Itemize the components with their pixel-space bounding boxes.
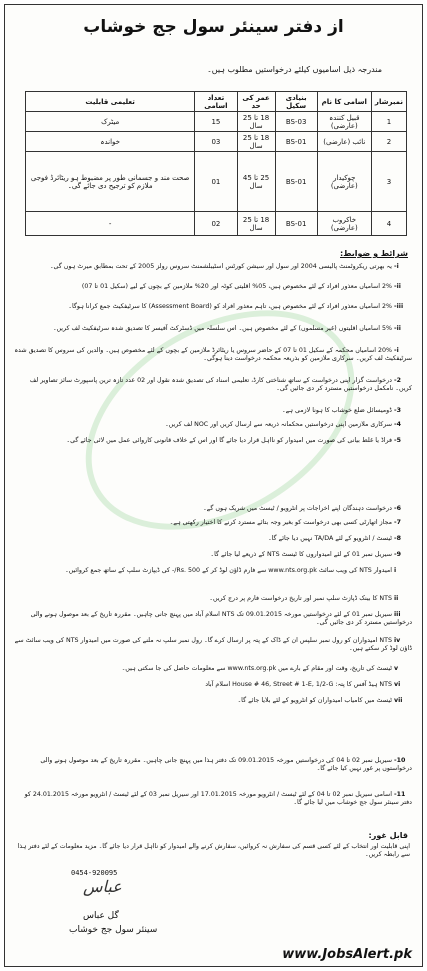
condition-number: 11-	[394, 791, 406, 798]
condition-item	[12, 437, 412, 445]
condition-number: iii-	[394, 303, 404, 310]
condition-text: سیریل نمبر 02 تا 04 کی درخواستیں مورخہ 09.01.2015 تک دفتر ہذا میں پہنچ جانی چاہیں۔ مقررہ تاریخ کے بعد موصول ہونے والی درخواستوں پر غور نہیں کیا جائے گا۔	[40, 757, 412, 772]
condition-item	[12, 347, 412, 363]
condition-item	[12, 283, 412, 291]
condition-number: 7-	[394, 519, 402, 526]
condition-number: ii-	[394, 283, 401, 290]
cell-serial: 3	[371, 152, 406, 212]
header-scale: بنیادی سکیل	[275, 92, 317, 112]
condition-text: 2% اسامیاں معذور افراد کے لئے مخصوص ہیں، 05% اقلیتی کوٹہ اور 20% ملازمین کے بچوں کے لیے (سکیل 01 تا 07)	[81, 283, 392, 290]
condition-number: 3-	[394, 407, 402, 414]
condition-number: 4-	[394, 421, 402, 428]
cell-scale: BS-01	[275, 152, 317, 212]
notice-title: قابل غور:	[368, 831, 408, 840]
condition-text: اسامی سیریل نمبر 02 تا 04 کے لئے ٹیسٹ / انٹرویو مورخہ 17.01.2015 اور سیریل نمبر 03 کے لئے ٹیسٹ / انٹرویو مورخہ 24.01.2015 کو دفتر سینئر سول جج خوشاب میں لیا جائے گا۔	[24, 791, 412, 806]
header-age-limit: عمر کی حد	[237, 92, 275, 112]
signer-title: سینئر سول جج خوشاب	[69, 925, 158, 935]
condition-item	[12, 535, 412, 543]
condition-text: NTS ہیڈ آفس کا پتہ: House # 46, Street # 1-E, 1/2-G اسلام آباد	[205, 681, 392, 688]
posts-table	[25, 91, 407, 236]
condition-number: iii	[394, 611, 401, 618]
condition-number: 8-	[394, 535, 402, 542]
condition-text: 20% اسامیاں محکمہ کے سکیل 01 تا 07 کے حاضر سروس یا ریٹائرڈ ملازمین کے بچوں کے لئے مخصوص ہیں۔ والدین کی سروس کا تصدیق شدہ سرٹیفکیٹ لف کریں۔ سرکاری ملازمین کو بذریعہ محکمہ درخواست دینا ہوگی۔	[14, 347, 412, 362]
condition-text: 2% اسامیاں معذور افراد کے لئے مخصوص ہیں، تاہم معذور افراد کو (Assessment Board) کا سرٹیفکیٹ جمع کرانا ہوگا۔	[68, 303, 392, 310]
watermark-logo-ring	[47, 265, 393, 575]
condition-number: vi	[394, 681, 401, 688]
cell-serial: 1	[371, 112, 406, 132]
condition-number: 9-	[394, 551, 402, 558]
condition-item	[12, 303, 412, 311]
condition-item	[12, 377, 412, 393]
condition-number: i	[394, 567, 397, 574]
cell-qualification: میٹرک	[26, 112, 195, 132]
cell-serial: 2	[371, 132, 406, 152]
cell-post-name: نائب (عارضی)	[317, 132, 371, 152]
condition-text: 5% اسامیاں اقلیتوں (غیر مسلموں) کے لئے مخصوص ہیں۔ اس سلسلہ میں ڈسٹرکٹ آفیسر کا تصدیق شدہ سرٹیفکیٹ لف کریں۔	[52, 325, 392, 332]
page-title: از دفتر سینئر سول جج خوشاب	[83, 17, 344, 37]
cell-posts-count: 02	[195, 212, 237, 236]
condition-number: 2-	[394, 377, 402, 384]
condition-item	[12, 263, 412, 271]
condition-number: i-	[394, 263, 399, 270]
cell-scale: BS-01	[275, 212, 317, 236]
condition-item	[12, 791, 412, 807]
cell-qualification: صحت مند و جسمانی طور پر مضبوط ہو ریٹائرڈ فوجی ملازم کو ترجیح دی جائے گی۔	[26, 152, 195, 212]
advertisement-page	[4, 4, 423, 967]
table-row	[26, 152, 407, 212]
condition-item	[12, 697, 412, 705]
condition-text: ٹیسٹ کی تاریخ، وقت اور مقام کے بارے میں www.nts.org.pk سے معلومات حاصل کی جا سکتی ہیں۔	[121, 665, 392, 672]
table-header-row	[26, 92, 407, 112]
table-row	[26, 212, 407, 236]
condition-item	[12, 407, 412, 415]
condition-number: 5-	[394, 437, 402, 444]
cell-age-limit: 18 تا 25 سال	[237, 112, 275, 132]
condition-text: ٹیسٹ میں کامیاب امیدواران کو انٹرویو کے لئے بلایا جائے گا۔	[237, 697, 392, 704]
cell-age-limit: 18 تا 25 سال	[237, 212, 275, 236]
cell-scale: BS-01	[275, 132, 317, 152]
condition-item	[12, 637, 412, 653]
condition-text: NTS کا بینک ڈپازٹ سلپ نمبر اور تاریخ درخواست فارم پر درج کریں۔	[209, 595, 392, 602]
condition-text: ڈومیسائل ضلع خوشاب کا ہونا لازمی ہے۔	[281, 407, 392, 414]
condition-item	[12, 611, 412, 627]
cell-qualification: -	[26, 212, 195, 236]
phone-number: 0454-920095	[71, 869, 118, 877]
notice-text: اپنی قابلیت اور انتخاب کے لئے کسی قسم کی سفارش نہ کروائیں، سفارش کرنے والے امیدوار کو نااہل قرار دیا جائے گا۔ مزید معلومات کے لئے دفتر ہذا سے رابطہ کریں۔	[17, 843, 410, 858]
condition-item	[12, 505, 412, 513]
cell-post-name: خاکروب (عارضی)	[317, 212, 371, 236]
cell-age-limit: 18 تا 25 سال	[237, 132, 275, 152]
conditions-title: شرائط و ضوابط:	[340, 249, 408, 258]
header-posts-count: تعداد اسامی	[195, 92, 237, 112]
condition-number: ii	[394, 595, 399, 602]
condition-text: سیریل نمبر 01 کے لئے امیدواروں کا ٹیسٹ NTS کے ذریعے لیا جائے گا۔	[210, 551, 392, 558]
watermark-url: www.JobsAlert.pk	[282, 947, 412, 962]
condition-text: مجاز اتھارٹی کسی بھی درخواست کو بغیر وجہ بتائے مسترد کرنے کا اختیار رکھتی ہے۔	[169, 519, 392, 526]
cell-posts-count: 03	[195, 132, 237, 152]
cell-post-name: قبیل کنندہ (عارضی)	[317, 112, 371, 132]
condition-number: 6-	[394, 505, 402, 512]
cell-posts-count: 15	[195, 112, 237, 132]
cell-posts-count: 01	[195, 152, 237, 212]
condition-text: درخواست دہندگان اپنے اخراجات پر انٹرویو / ٹیسٹ میں شریک ہوں گے۔	[202, 505, 392, 512]
header-post-name: اسامی کا نام	[317, 92, 371, 112]
cell-post-name: چوکیدار (عارضی)	[317, 152, 371, 212]
condition-number: v	[394, 665, 399, 672]
condition-item	[12, 325, 412, 333]
condition-text: درخواست گزار اپنی درخواست کے ساتھ شناختی کارڈ، تعلیمی اسناد کی تصدیق شدہ نقول اور 02 عدد تازہ ترین پاسپورٹ سائز تصاویر لف کریں۔ نامکمل درخواستیں مسترد کر دی جائیں گی۔	[29, 377, 412, 392]
condition-item	[12, 665, 412, 673]
table-row	[26, 112, 407, 132]
condition-text: سیریل نمبر 01 کے لئے درخواستیں مورخہ 09.01.2015 تک NTS اسلام آباد میں پہنچ جانی چاہیں۔ مقررہ تاریخ کے بعد موصول ہونے والی درخواستیں مسترد کر دی جائیں گی۔	[30, 611, 412, 626]
condition-number: i-	[394, 347, 399, 354]
condition-number: 10-	[394, 757, 406, 764]
condition-item	[12, 519, 412, 527]
condition-item	[12, 681, 412, 689]
signature: عباس	[83, 877, 122, 896]
condition-text: ٹیسٹ / انٹرویو کے لئے TA/DA نہیں دیا جائے گا۔	[267, 535, 392, 542]
condition-item	[12, 421, 412, 429]
condition-text: سرکاری ملازمین اپنی درخواستیں محکمانہ ذریعہ سے ارسال کریں اور NOC لف کریں۔	[164, 421, 392, 428]
cell-age-limit: 25 تا 45 سال	[237, 152, 275, 212]
condition-item	[12, 567, 412, 575]
table-row	[26, 132, 407, 152]
condition-item	[12, 757, 412, 773]
condition-text: NTS امیدواران کو رول نمبر سلپس ان کے ڈاک کے پتہ پر ارسال کرے گا۔ رول نمبر سلپ نہ ملنے کی صورت میں امیدوار NTS کی ویب سائٹ سے ڈاؤن لوڈ کر سکتے ہیں۔	[14, 637, 412, 652]
condition-number: vii	[394, 697, 403, 704]
condition-text: امیدوار NTS کی ویب سائٹ www.nts.org.pk سے فارم ڈاؤن لوڈ کر کے Rs. 500/- کی ڈیپازٹ سلپ کے ساتھ جمع کروائیں۔	[64, 567, 392, 574]
cell-qualification: خواندہ	[26, 132, 195, 152]
header-serial: نمبرشار	[371, 92, 406, 112]
condition-text: یہ بھرتی ریکروٹمنٹ پالیسی 2004 اور سول اور سیشن کورٹس اسٹیبلشمنٹ سروس رولز 2005 کے تحت بمطابق میرٹ ہوں گی۔	[49, 263, 392, 270]
condition-number: ii-	[394, 325, 401, 332]
cell-scale: BS-03	[275, 112, 317, 132]
condition-item	[12, 595, 412, 603]
intro-text: مندرجہ ذیل اسامیوں کیلئے درخواستیں مطلوب ہیں۔	[207, 65, 382, 74]
signer-name: گل عباس	[83, 911, 119, 921]
condition-text: فراڈ یا غلط بیانی کی صورت میں امیدوار کو نااہل قرار دیا جائے گا اور اس کے خلاف قانونی کاروائی عمل میں لائی جائے گی۔	[66, 437, 392, 444]
header-qualification: تعلیمی قابلیت	[26, 92, 195, 112]
cell-serial: 4	[371, 212, 406, 236]
condition-item	[12, 551, 412, 559]
condition-number: iv	[394, 637, 401, 644]
